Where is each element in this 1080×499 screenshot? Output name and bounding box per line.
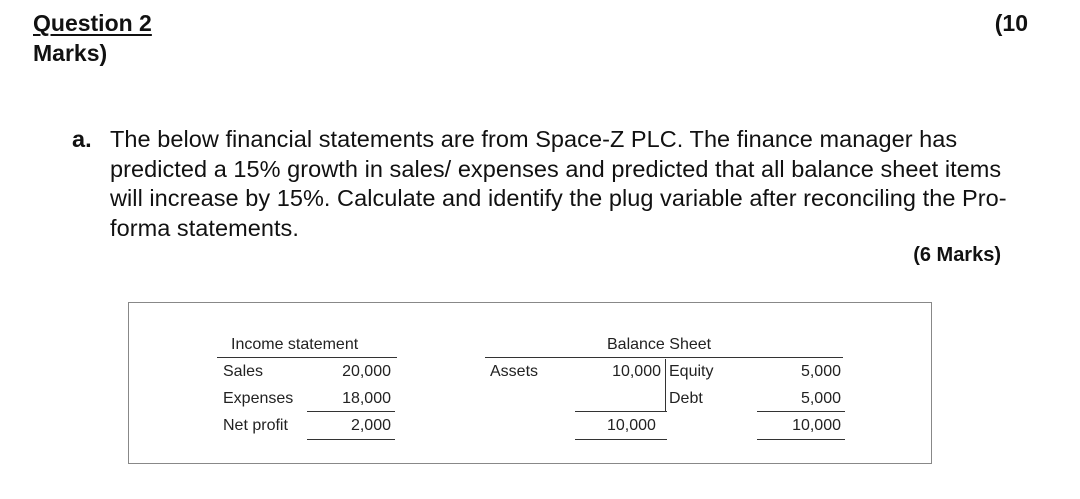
liability-value: 5,000 — [800, 363, 841, 380]
income-row-value: 20,000 — [342, 363, 391, 380]
liabilities-subtotal-underline — [757, 411, 845, 412]
income-row-label: Net profit — [223, 417, 288, 434]
part-a — [72, 125, 1012, 243]
assets-value: 10,000 — [612, 363, 661, 380]
assets-total: 10,000 — [607, 417, 656, 434]
balance-sheet-title: Balance Sheet — [607, 336, 712, 353]
income-row-label: Sales — [223, 363, 264, 380]
part-a-label: a. — [72, 126, 92, 152]
liabilities-total: 10,000 — [792, 417, 841, 434]
assets-total-underline — [575, 439, 667, 440]
liability-label: Equity — [669, 363, 714, 380]
question-marks-close: Marks) — [33, 40, 108, 66]
question-marks-open: (10 — [994, 10, 1028, 36]
income-row-label: Expenses — [223, 390, 294, 407]
liabilities-total-underline — [757, 439, 845, 440]
question-title: Question 2 — [33, 10, 152, 36]
balance-sheet — [129, 303, 929, 463]
income-row-value: 2,000 — [350, 417, 391, 434]
liability-label: Debt — [669, 390, 703, 407]
part-a-text: The below financial statements are from Space-Z PLC. The finance manager has predicted a 15% growth in sales/ expenses and predicted that all balance sheet items will increase by 15%. Calculate and identify the plug variable after reconciling the Pro-forma statements. — [110, 126, 1007, 241]
assets-subtotal-underline — [575, 411, 667, 412]
income-row-value: 18,000 — [342, 390, 391, 407]
t-account-divider — [665, 359, 666, 411]
liability-value: 5,000 — [800, 390, 841, 407]
balance-title-underline — [485, 357, 843, 358]
part-a-marks: (6 Marks) — [913, 244, 1001, 266]
statements-box — [128, 302, 932, 464]
income-statement-title: Income statement — [231, 336, 359, 353]
assets-label: Assets — [490, 363, 539, 380]
